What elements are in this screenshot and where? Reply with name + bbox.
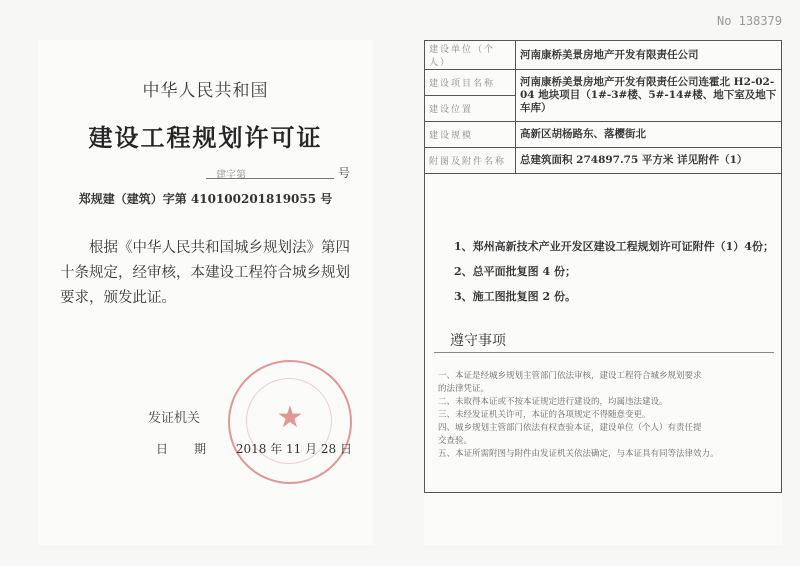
table-row bbox=[425, 70, 782, 96]
list-item: 3、施工图批复图 2 份。 bbox=[454, 290, 576, 303]
list-item: 交查验。 bbox=[438, 436, 473, 446]
list-item: 的法律凭证。 bbox=[438, 384, 490, 394]
project-info-table bbox=[424, 40, 782, 174]
table-row bbox=[425, 122, 782, 148]
country-name: 中华人民共和国 bbox=[142, 81, 269, 101]
row-key: 建设项目名称 bbox=[425, 70, 516, 96]
seal-star-icon: ★ bbox=[276, 400, 304, 435]
number-prefix: 建字第 bbox=[216, 170, 246, 181]
divider bbox=[434, 352, 774, 353]
list-item: 五、本证所需附图与附件由发证机关依法确定，与本证具有同等法律效力。 bbox=[438, 449, 719, 459]
date-value: 2018 年 11 月 28 日 bbox=[235, 442, 352, 456]
row-key: 建设单位（个人） bbox=[425, 41, 516, 70]
obey-notes bbox=[438, 370, 778, 461]
row-key: 附图及附件名称 bbox=[425, 148, 516, 174]
number-suffix: 号 bbox=[338, 166, 351, 180]
number-underline bbox=[206, 178, 334, 179]
row-key: 建设规模 bbox=[425, 122, 516, 148]
list-item: 二、未取得本证或不按本证规定进行建设的，均属违法建设。 bbox=[438, 397, 668, 407]
certificate-body-text: 根据《中华人民共和国城乡规划法》第四十条规定，经审核，本建设工程符合城乡规划要求，颁发此证。 bbox=[60, 240, 350, 306]
list-item: 三、未经发证机关许可，本证的各项规定不得随意变更。 bbox=[438, 410, 651, 420]
row-value: 总建筑面积 274897.75 平方米 详见附件（1） bbox=[516, 148, 782, 174]
certificate-title: 建设工程规划许可证 bbox=[88, 123, 323, 152]
row-value: 河南康桥美景房地产开发有限责任公司 bbox=[516, 41, 782, 70]
table-row bbox=[425, 148, 782, 174]
document-number: 郑规建（建筑）字第 410100201819055 号 bbox=[78, 192, 333, 206]
issue-date-row bbox=[156, 440, 352, 457]
list-item: 1、郑州高新技术产业开发区建设工程规划许可证附件（1）4份； bbox=[454, 240, 774, 253]
obey-items-heading: 遵守事项 bbox=[450, 333, 506, 349]
issuer-label: 发证机关 bbox=[148, 411, 201, 426]
list-item: 四、城乡规划主管部门依法有权查验本证，建设单位（个人）有责任提 bbox=[438, 423, 702, 433]
row-key: 建设位置 bbox=[425, 96, 516, 122]
row-value: 高新区胡杨路东、落樱街北 bbox=[516, 122, 782, 148]
official-seal bbox=[228, 360, 352, 484]
certificate-left-page bbox=[38, 40, 373, 545]
row-value: 河南康桥美景房地产开发有限责任公司连霍北 H2-02-04 地块项目（1#-3#楼、5#-14#楼、地下室及地下车库） bbox=[516, 70, 782, 122]
attachment-list bbox=[454, 234, 774, 309]
list-item: 2、总平面批复图 4 份； bbox=[454, 265, 576, 278]
table-row bbox=[425, 41, 782, 70]
list-item: 一、本证是经城乡规划主管部门依法审核，建设工程符合城乡规划要求 bbox=[438, 371, 702, 381]
serial-number: No 138379 bbox=[716, 14, 782, 28]
date-label: 日期 bbox=[156, 442, 233, 456]
certificate-right-page bbox=[424, 40, 782, 545]
